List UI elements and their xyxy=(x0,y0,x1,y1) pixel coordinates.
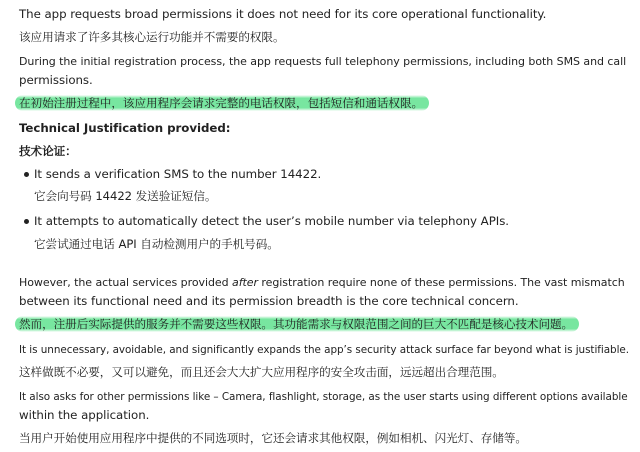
p3-english-line1 xyxy=(19,275,625,291)
bullet1-chinese: 它会向号码 14422 发送验证短信。 xyxy=(34,189,217,203)
highlight-mark: 然而，注册后实际提供的服务并不需要这些权限。其功能需求与权限范围之间的巨大不匹配是核心技术问题。 xyxy=(15,316,579,332)
p1-chinese: 该应用请求了许多其核心运行功能并不需要的权限。 xyxy=(19,30,285,44)
p1-english: The app requests broad permissions it does not need for its core operational functionality. xyxy=(19,7,547,21)
p3-english-line2: between its functional need and its permission breadth is the core technical concern. xyxy=(19,294,519,308)
p4-english: It is unnecessary, avoidable, and significantly expands the app’s security attack surface far beyond what is justifiable. xyxy=(19,344,630,356)
bullet2-english: It attempts to automatically detect the user’s mobile number via telephony APIs. xyxy=(34,214,509,228)
p2-chinese-highlighted xyxy=(19,95,429,111)
p5-english-line2: within the application. xyxy=(19,408,150,422)
p3-text-a: However, the actual services provided xyxy=(19,276,232,289)
bullet2-chinese: 它尝试通过电话 API 自动检测用户的手机号码。 xyxy=(34,237,279,251)
tech-heading-english: Technical Justification provided: xyxy=(19,121,231,135)
p3-chinese-highlighted xyxy=(19,316,579,332)
highlight-mark: 在初始注册过程中，该应用程序会请求完整的电话权限，包括短信和通话权限。 xyxy=(15,95,429,111)
p3-emphasis: after xyxy=(232,276,258,289)
p2-english-line1: During the initial registration process, the app requests full telephony permissions, including both SMS and call xyxy=(19,55,627,68)
p2-english-line2: permissions. xyxy=(19,73,93,87)
p5-chinese: 当用户开始使用应用程序中提供的不同选项时，它还会请求其他权限，例如相机、闪光灯、存储等。 xyxy=(19,431,527,445)
p5-english-line1: It also asks for other permissions like – Camera, flashlight, storage, as the user starts using different options available xyxy=(19,391,628,403)
p4-chinese: 这样做既不必要，又可以避免，而且还会大大扩大应用程序的安全攻击面，远远超出合理范围。 xyxy=(19,365,504,379)
p3-text-b: registration require none of these permissions. The vast mismatch xyxy=(257,276,625,289)
bullet-icon xyxy=(24,172,29,177)
bullet-icon xyxy=(24,219,29,224)
bullet1-english: It sends a verification SMS to the number 14422. xyxy=(34,167,322,181)
tech-heading-chinese: 技术论证： xyxy=(19,144,77,158)
